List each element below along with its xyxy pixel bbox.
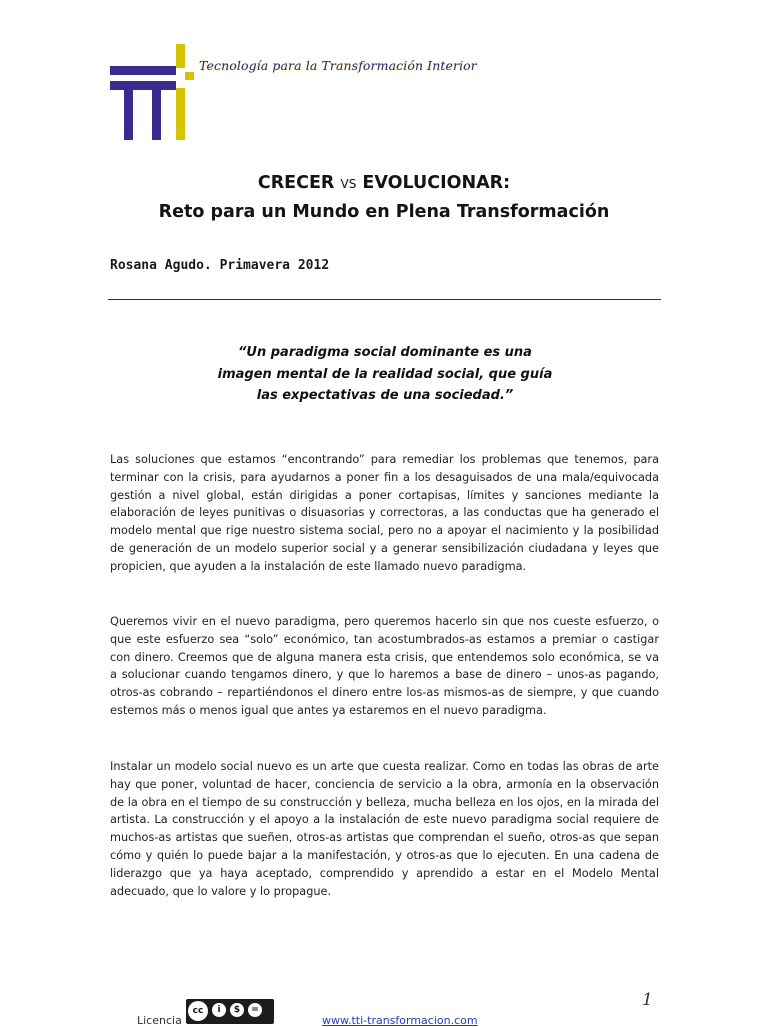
title-line-1	[0, 173, 768, 193]
noderivatives-icon: =	[248, 1003, 262, 1017]
attribution-icon: i	[212, 1003, 226, 1017]
epigraph-quote	[160, 342, 610, 407]
logo-purple-bar-middle	[110, 81, 176, 90]
creative-commons-badge[interactable]	[186, 999, 274, 1024]
noncommercial-icon: $	[230, 1003, 244, 1017]
cc-icon: cc	[188, 1001, 208, 1021]
logo-purple-bar-top	[110, 66, 176, 75]
tti-logo	[110, 44, 194, 140]
header-tagline: Tecnología para la Transformación Interior	[199, 58, 477, 73]
title-line-2: Reto para un Mundo en Plena Transformación	[158, 202, 610, 222]
title-evolucionar: EVOLUCIONAR:	[362, 173, 511, 193]
title-crecer: CRECER	[257, 173, 335, 193]
logo-purple-stem-left	[124, 90, 133, 140]
quote-line-3: las expectativas de una sociedad.”	[256, 388, 514, 403]
logo-yellow-dot	[185, 72, 194, 80]
quote-line-2: imagen mental de la realidad social, que guía	[217, 366, 553, 382]
paragraph-3: Instalar un modelo social nuevo es un arte que cuesta realizar. Como en todas las obras de arte hay que poner, voluntad de hacer, conciencia de servicio a la obra, armonía en la observación de la obra en el tiempo de su construcción y belleza, mucha belleza en los ojos, en la mirada del artista. La construcción y el apoyo a la instalación de este nuevo paradigma social requiere de muchos-as artistas que sueñen, otros-as artistas que comprendan el sueño, otros-as que sepan cómo y quién lo puede bajar a la manifestación, y otros-as que lo ejecuten. En una cadena de liderazgo que ya haya aceptado, comprendido y aprendido a estar en el Modelo Mental adecuado, que lo valore y lo propague.	[110, 760, 659, 898]
paragraph-2: Queremos vivir en el nuevo paradigma, pero queremos hacerlo sin que nos cueste esfuerzo, o que este esfuerzo sea “solo” económico, tan acostumbrados-as estamos a premiar o castigar con dinero. Creemos que de alguna manera esta crisis, que entendemos solo económica, se va a solucionar cuando tengamos dinero, y que lo haremos a base de dinero – unos-as pagando, otros-as cobrando – repartiéndonos el dinero entre los-as mismos-as de siempre, y que cuando estemos más o menos igual que antes ya estaremos en el nuevo paradigma.	[110, 615, 659, 717]
logo-yellow-bar-bottom	[176, 88, 185, 140]
license-label: Licencia	[137, 1014, 182, 1027]
quote-line-1: “Un paradigma social dominante es una	[238, 345, 532, 360]
website-link[interactable]: www.tti-transformacion.com	[322, 1014, 478, 1027]
paragraph-1: Las soluciones que estamos “encontrando” para remediar los problemas que tenemos, para terminar con la crisis, para ayudarnos a poner fin a los desaguisados de una mala/equivocada gestión a nivel global, están dirigidas a poner cortapisas, límites y sanciones mediante la elaboración de leyes punitivas o disuasorias y correctoras, a las conductas que ha generado el modelo mental que rige nuestro sistema social, pero no a apoyar el nacimiento y la posibilidad de generación de un modelo superior social y a generar sensibilización ciudadana y leyes que propicien, que ayuden a la instalación de este llamado nuevo paradigma.	[110, 453, 659, 573]
author-line: Rosana Agudo. Primavera 2012	[110, 258, 330, 273]
page-number: 1	[642, 990, 653, 1010]
horizontal-divider	[108, 299, 661, 300]
logo-yellow-bar-top	[176, 44, 185, 68]
title-vs: VS	[340, 177, 357, 191]
logo-purple-stem-right	[152, 90, 161, 140]
